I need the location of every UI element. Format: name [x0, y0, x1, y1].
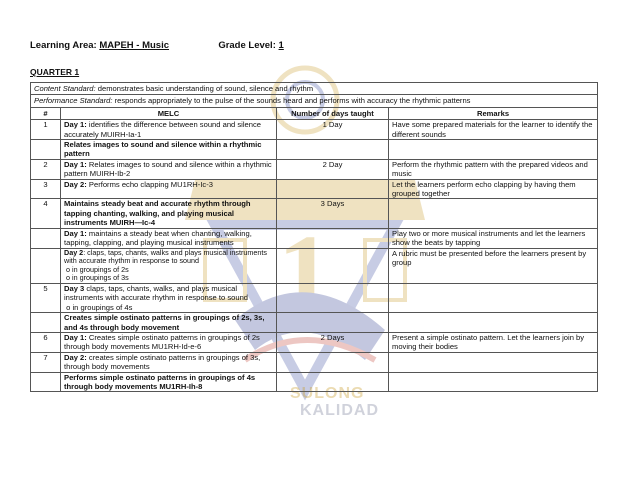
melc-cell: Relates images to sound and silence within a rhythmic pattern [61, 140, 277, 160]
melc-text: creates simple ostinato patterns in groupings of 3s, through body movements [64, 352, 261, 372]
watermark-text-bottom: KALIDAD [300, 402, 379, 419]
day-label: Day 2: [64, 179, 87, 189]
day-label: Day 1: [64, 159, 87, 169]
table-row [31, 248, 598, 283]
learning-area-value: MAPEH - Music [99, 40, 170, 51]
melc-text: claps, taps, chants, walks, and plays musical instruments with accurate rhythm in response to sound [64, 283, 249, 303]
melc-cell [61, 179, 277, 199]
melc-text: Performs echo clapping MU1RH-Ic-3 [86, 179, 213, 189]
table-row [31, 179, 598, 199]
row-number: 1 [31, 120, 61, 140]
table-row [31, 313, 598, 333]
remarks-cell: A rubric must be presented before the learners present by group [389, 248, 598, 283]
content-standard-label: Content Standard: [34, 84, 96, 93]
remarks-cell: Play two or more musical instruments and let the learners show the beats by tapping [389, 228, 598, 248]
days-cell: 2 Days [277, 332, 389, 352]
quarter-title: QUARTER 1 [30, 67, 80, 77]
learning-area-label: Learning Area: [30, 40, 97, 51]
melc-text: Creates simple ostinato patterns in groupings of 2s through body movements MU1RH-Id-e-6 [64, 332, 260, 352]
content-standard-row [31, 83, 598, 95]
table-row [31, 120, 598, 140]
table-header-row [31, 107, 598, 119]
melc-text: Relates images to sound and silence within a rhythmic pattern MUIRH-Ib-2 [64, 159, 272, 179]
table-row [31, 228, 598, 248]
table-row [31, 352, 598, 372]
col-header-number: # [31, 107, 61, 119]
day-label: Day 1: [64, 120, 87, 130]
row-number: 5 [31, 283, 61, 312]
days-cell: 3 Days [277, 199, 389, 228]
table-row [31, 199, 598, 228]
row-number: 6 [31, 332, 61, 352]
remarks-cell: Perform the rhythmic pattern with the prepared videos and music [389, 159, 598, 179]
performance-standard-label: Performance Standard: [34, 96, 113, 106]
row-number: 7 [31, 352, 61, 372]
grade-level-label: Grade Level: [218, 40, 276, 51]
melc-text: identifies the difference between sound and silence accurately MUIRH-Ia-1 [64, 120, 262, 139]
melc-cell [61, 248, 277, 283]
watermark-text-top: SULONG [290, 385, 365, 402]
content-standard-cell [31, 83, 598, 95]
content-standard-text: demonstrates basic understanding of sound, silence and rhythm [95, 84, 314, 93]
grade-level-value: 1 [278, 40, 284, 51]
days-cell: 2 Day [277, 159, 389, 179]
table-row [31, 159, 598, 179]
day-label: Day 1: [64, 332, 87, 342]
svg-text:1: 1 [277, 212, 333, 334]
table-row [31, 332, 598, 352]
melc-cell: Creates simple ostinato patterns in groupings of 2s, 3s, and 4s through body movement [61, 313, 277, 333]
day-label: Day 3 [64, 283, 85, 293]
day-label: Day 2 [64, 247, 84, 257]
grouping-item: o in groupings of 3s [66, 273, 129, 283]
melc-cell [61, 228, 277, 248]
row-number: 3 [31, 179, 61, 199]
melc-cell [61, 159, 277, 179]
grouping-item: o in groupings of 2s [66, 264, 129, 274]
remarks-cell: Present a simple ostinato pattern. Let the learners join by moving their bodies [389, 332, 598, 352]
grouping-item: o in groupings of 4s [66, 302, 133, 312]
melc-text: : claps, taps, chants, walks and plays musical instruments with accurate rhythm in response to sound [64, 247, 267, 266]
melc-text: maintains a steady beat when chanting, walking, tapping, clapping, and playing musical instruments [64, 228, 252, 248]
melc-table [30, 82, 598, 392]
table-row [31, 372, 598, 392]
row-number: 2 [31, 159, 61, 179]
col-header-days: Number of days taught [277, 107, 389, 119]
melc-cell [61, 352, 277, 372]
col-header-remarks: Remarks [389, 107, 598, 119]
col-header-melc: MELC [61, 107, 277, 119]
remarks-cell: Have some prepared materials for the learner to identify the different sounds [389, 120, 598, 140]
melc-cell: Performs simple ostinato patterns in groupings of 4s through body movements MU1RH-Ih-8 [61, 372, 277, 392]
day-label: Day 2: [64, 352, 87, 362]
table-row [31, 283, 598, 312]
melc-cell [61, 332, 277, 352]
remarks-cell: Let the learners perform echo clapping by having them grouped together [389, 179, 598, 199]
melc-cell [61, 120, 277, 140]
performance-standard-text: responds appropriately to the pulse of the sounds heard and performs with accuracy the rhythmic patterns [112, 96, 471, 106]
melc-cell: Maintains steady beat and accurate rhythm through tapping chanting, walking, and playing musical instruments MUIRH—Ic-4 [61, 199, 277, 228]
table-row [31, 140, 598, 160]
row-number: 4 [31, 199, 61, 228]
performance-standard-cell [31, 95, 598, 107]
melc-cell [61, 283, 277, 312]
day-label: Day 1: [64, 228, 87, 238]
document-header [30, 40, 284, 51]
days-cell: 1 Day [277, 120, 389, 140]
performance-standard-row [31, 95, 598, 107]
